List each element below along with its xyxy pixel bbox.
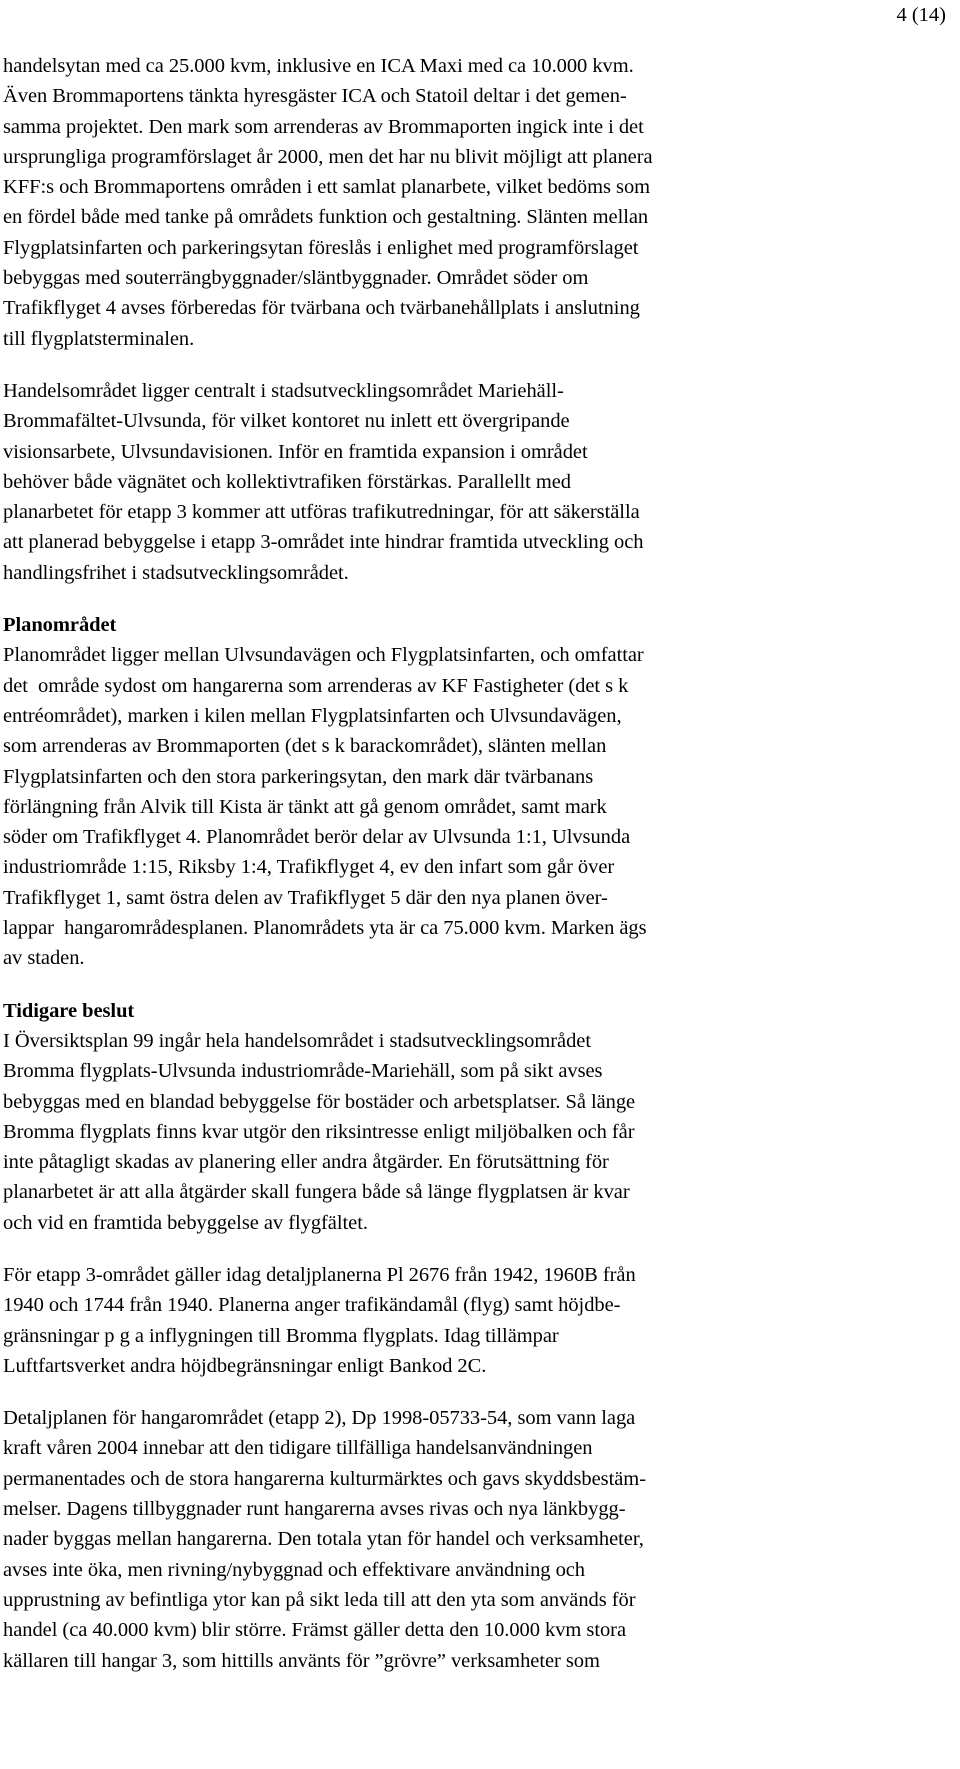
text-line: permanentades och de stora hangarerna kulturmärktes och gavs skyddsbestäm- <box>3 1467 646 1490</box>
paragraph-gap <box>3 974 943 996</box>
text-line: KFF:s och Brommaportens områden i ett samlat planarbete, vilket bedöms som <box>3 176 651 199</box>
text-line: lappar hangarområdesplanen. Planområdets yta är ca 75.000 kvm. Marken ägs <box>3 917 647 940</box>
text-line: samma projektet. Den mark som arrenderas av Brommaporten ingick inte i det <box>3 115 644 138</box>
text-line: Luftfartsverket andra höjdbegränsningar enligt Bankod 2C. <box>3 1354 487 1377</box>
text-line: gränsningar p g a inflygningen till Bromma flygplats. Idag tillämpar <box>3 1324 559 1347</box>
section <box>3 996 943 1238</box>
text-line: Bromma flygplats-Ulvsunda industriområde-Mariehäll, som på sikt avses <box>3 1060 603 1083</box>
text-line: ursprungliga programförslaget år 2000, men det har nu blivit möjligt att planera <box>3 145 653 168</box>
paragraph <box>3 51 943 354</box>
text-line: planarbetet för etapp 3 kommer att utföras trafikutredningar, för att säkerställa <box>3 501 640 524</box>
paragraph <box>3 1403 943 1676</box>
text-line: handelsytan med ca 25.000 kvm, inklusive en ICA Maxi med ca 10.000 kvm. <box>3 55 634 77</box>
text-line: Planområdet ligger mellan Ulvsundavägen och Flygplatsinfarten, och omfattar <box>3 644 644 667</box>
text-line: behöver både vägnätet och kollektivtrafiken förstärkas. Parallellt med <box>3 470 572 493</box>
section-heading: Planområdet <box>3 614 117 637</box>
text-line: handel (ca 40.000 kvm) blir större. Främst gäller detta den 10.000 kvm stora <box>3 1619 627 1642</box>
paragraph <box>3 1260 943 1381</box>
paragraph-gap <box>3 1381 943 1403</box>
text-line: Flygplatsinfarten och den stora parkeringsytan, den mark där tvärbanans <box>3 765 594 788</box>
paragraph-gap <box>3 354 943 376</box>
text-line: det område sydost om hangarerna som arrenderas av KF Fastigheter (det s k <box>3 674 629 697</box>
paragraph-gap <box>3 1238 943 1260</box>
text-line: av staden. <box>3 947 85 970</box>
text-line: till flygplatsterminalen. <box>3 327 195 350</box>
text-line: Flygplatsinfarten och parkeringsytan föreslås i enlighet med programförslaget <box>3 236 639 259</box>
text-line: och vid en framtida bebyggelse av flygfältet. <box>3 1211 368 1234</box>
paragraph-gap <box>3 588 943 610</box>
text-line: som arrenderas av Brommaporten (det s k barackområdet), slänten mellan <box>3 735 607 758</box>
text-line: Bromma flygplats finns kvar utgör den riksintresse enligt miljöbalken och får <box>3 1120 635 1143</box>
section <box>3 610 943 974</box>
text-line: Detaljplanen för hangarområdet (etapp 2), Dp 1998-05733-54, som vann laga <box>3 1407 636 1430</box>
text-line: bebyggas med souterrängbyggnader/släntbyggnader. Området söder om <box>3 267 589 290</box>
text-line: entréområdet), marken i kilen mellan Flygplatsinfarten och Ulvsundavägen, <box>3 704 622 727</box>
paragraph <box>3 376 943 588</box>
text-line: industriområde 1:15, Riksby 1:4, Trafikflyget 4, ev den infart som går över <box>3 856 615 879</box>
text-line: Trafikflyget 1, samt östra delen av Trafikflyget 5 där den nya planen över- <box>3 886 608 909</box>
document-body <box>3 51 943 1676</box>
text-line: För etapp 3-området gäller idag detaljplanerna Pl 2676 från 1942, 1960B från <box>3 1263 636 1286</box>
text-line: Även Brommaportens tänkta hyresgäster ICA och Statoil deltar i det gemen- <box>3 85 627 108</box>
section-heading: Tidigare beslut <box>3 999 135 1022</box>
text-line: källaren till hangar 3, som hittills använts för ”grövre” verksamheter som <box>3 1649 600 1672</box>
text-line: melser. Dagens tillbyggnader runt hangarerna avses rivas och nya länkbygg- <box>3 1498 626 1521</box>
text-line: planarbetet är att alla åtgärder skall fungera både så länge flygplatsen är kvar <box>3 1181 630 1204</box>
text-line: Handelsområdet ligger centralt i stadsutvecklingsområdet Mariehäll- <box>3 379 564 402</box>
text-line: nader byggas mellan hangarerna. Den totala ytan för handel och verksamheter, <box>3 1528 644 1551</box>
text-line: inte påtagligt skadas av planering eller andra åtgärder. En förutsättning för <box>3 1151 609 1174</box>
text-line: handlingsfrihet i stadsutvecklingsområdet. <box>3 561 349 584</box>
text-line: 1940 och 1744 från 1940. Planerna anger trafikändamål (flyg) samt höjdbe- <box>3 1294 621 1317</box>
text-line: avses inte öka, men rivning/nybyggnad och effektivare användning och <box>3 1558 586 1581</box>
text-line: Brommafältet-Ulvsunda, för vilket kontoret nu inlett ett övergripande <box>3 410 570 433</box>
text-line: att planerad bebyggelse i etapp 3-området inte hindrar framtida utveckling och <box>3 531 644 554</box>
text-line: kraft våren 2004 innebar att den tidigare tillfälliga handelsanvändningen <box>3 1437 593 1460</box>
text-line: I Översiktsplan 99 ingår hela handelsområdet i stadsutvecklingsområdet <box>3 1029 591 1052</box>
text-line: söder om Trafikflyget 4. Planområdet berör delar av Ulvsunda 1:1, Ulvsunda <box>3 826 631 849</box>
text-line: en fördel både med tanke på områdets funktion och gestaltning. Slänten mellan <box>3 206 649 229</box>
page-number: 4 (14) <box>896 4 946 26</box>
text-line: bebyggas med en blandad bebyggelse för bostäder och arbetsplatser. Så länge <box>3 1090 636 1113</box>
text-line: upprustning av befintliga ytor kan på sikt leda till att den yta som används för <box>3 1588 636 1611</box>
text-line: Trafikflyget 4 avses förberedas för tvärbana och tvärbanehållplats i anslutning <box>3 297 640 320</box>
text-line: visionsarbete, Ulvsundavisionen. Inför en framtida expansion i området <box>3 440 588 463</box>
text-line: förlängning från Alvik till Kista är tänkt att gå genom området, samt mark <box>3 795 607 818</box>
